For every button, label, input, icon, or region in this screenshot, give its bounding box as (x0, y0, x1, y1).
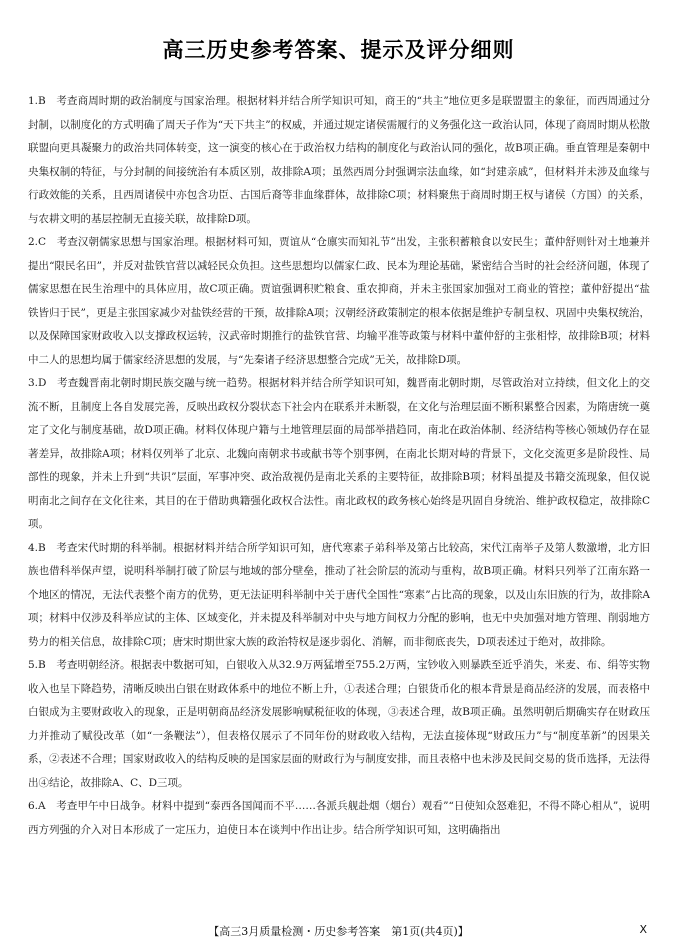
page-footer: 【高三3月质量检测・历史参考答案 第1页(共4页)】 (208, 925, 469, 938)
answer-item-head: 5.B 考查明朝经济。 (28, 659, 131, 671)
answer-item-body: 根据材料并结合所学知识可知，唐代寒素子弟科举及第占比较高，宋代江南举子及第人数激增，北方旧族也借科举保声望，说明科举制打破了阶层与地域的部分壁垒，推动了社会阶层的流动与重构，故B项正确。材料只列举了江南东路一个地区的情况，无法代表整个南方的优势，更无法证明科举制中关于唐代全国性“寒素”占比高的现象，以及山东旧族的行为，故排除A项；材料中仅涉及科举应试的主体、区域变化，并未提及科举制对中央与地方间权力分配的影响，也无中央加强对地方管理、削弱地方势力的相关信息，故排除C项；唐宋时期世家大族的政治特权是逐步弱化、消解，而非彻底丧失，D项表述过于绝对，故排除。 (28, 541, 651, 648)
answer-item-head: 3.D 考查魏晋南北朝时期民族交融与统一趋势。 (28, 377, 259, 389)
answer-item-body: 根据材料并结合所学知识可知，商王的“共主”地位更多是联盟盟主的象征，而西周通过分封制，以制度化的方式明确了周天子作为“天下共主”的权威，并通过规定诸侯需履行的义务强化这一政治认同，体现了商周时期从松散联盟向更具凝聚力的政治共同体转变，这一演变的核心在于政治权力结构的制度化与政治认同的强化，故B项正确。垂直管理是秦朝中央集权制的特征，与分封制的间接统治有本质区别，故排除A项；虽然西周分封强调宗法血缘，如“封建亲戚”，但材料并未涉及血缘与行政效能的关系，且西周诸侯中亦包含功臣、古国后裔等非血缘群体，故排除C项；材料聚焦于商周时期王权与诸侯（方国）的关系，与农耕文明的基层控制无直接关联，故排除D项。 (28, 95, 651, 225)
answer-item-body: 根据材料并结合所学知识可知，魏晋南北朝时期，尽管政治对立持续，但文化上的交流不断，且制度上各自发展完善，反映出政权分裂状态下社会内在联系并未断裂，在文化与治理层面不断积累整合因素，为隋唐统一奠定了文化与制度基础，故D项正确。材料仅体现户籍与土地管理层面的局部举措趋同，南北在政治体制、经济结构等核心领域仍存在显著差异，故排除A项；材料仅列举了北京、北魏向南朝求书或献书等个别事例，在南北长期对峙的背景下，文化交流更多是阶段性、局部性的现象，并未上升到“共识”层面，军事冲突、政治敌视仍是南北关系的主要特征，故排除B项；材料虽提及书籍交流现象，但仅说明南北之间存在文化往来，其目的在于借助典籍强化政权合法性。南北政权的政务核心始终是巩固自身统治、维护政权稳定，故排除C项。 (28, 377, 651, 530)
answer-item-5 (28, 654, 650, 795)
answer-item-6 (28, 795, 650, 842)
answer-item-4 (28, 537, 650, 655)
footer-mark: X (639, 923, 647, 936)
answer-item-body: 根据表中数据可知，白银收入从32.9万两猛增至755.2万两，宝钞收入则暴跌至近乎消失，米麦、布、绢等实物收入也呈下降趋势，清晰反映出白银在财政体系中的地位不断上升，①表述合理；白银货币化的根本背景是商品经济的发展，而表格中白银成为主要财政收入的现象，正是明朝商品经济发展影响赋税征收的体现，③表述合理，故B项正确。虽然明朝后期确实存在财政压力并推动了赋役改革（如“一条鞭法”），但表格仅展示了不同年份的财政收入结构，无法直接体现“财政压力”与“制度革新”的因果关系，②表述不合理；国家财政收入的结构反映的是国家层面的财政行为与制度安排，而且表格中也未涉及民间交易的货币选择，无法得出④结论，故排除A、C、D三项。 (28, 659, 651, 789)
answer-item-3 (28, 372, 650, 537)
answer-item-head: 6.A 考查甲午中日战争。 (28, 800, 152, 812)
answer-item-head: 4.B 考查宋代时期的科举制。 (28, 541, 174, 554)
answer-item-1 (28, 90, 650, 231)
answer-item-head: 2.C 考查汉朝儒家思想与国家治理。 (28, 236, 205, 248)
answer-content (28, 90, 650, 842)
answer-item-2 (28, 231, 650, 372)
page-title: 高三历史参考答案、提示及评分细则 (162, 38, 515, 62)
answer-item-head: 1.B 考查商周时期的政治制度与国家治理。 (28, 95, 237, 107)
answer-item-body: 材料中提到“泰西各国闻而不平……各派兵舰赴烟（烟台）观看”“日使知众怒难犯，不得不降心相从”，说明西方列强的介入对日本形成了一定压力，迫使日本在谈判中作出让步。结合所学知识可知，这明确指出 (28, 800, 650, 836)
answer-item-body: 根据材料可知，贾谊从“仓廪实而知礼节”出发，主张积蓄粮食以安民生；董仲舒则针对土地兼并提出“限民名田”，并反对盐铁官营以减轻民众负担。这些思想均以儒家仁政、民本为理论基础，紧密结合当时的社会经济问题，体现了儒家思想在民生治理中的具体应用，故C项正确。贾谊强调积贮粮食、重农抑商，并未主张国家加强对工商业的管控；董仲舒提出“盐铁皆归于民”，更是主张国家减少对盐铁经营的干预，故排除A项；汉朝经济政策制定的根本依据是维护专制皇权、巩固中央集权统治，以及保障国家财政收入以支撑政权运转，汉武帝时期推行的盐铁官营、均输平准等政策与材料中董仲舒的主张相悖，故排除B项；材料中二人的思想均属于儒家经济思想的发展，与“先秦诸子经济思想整合完成”无关，故排除D项。 (28, 236, 651, 366)
